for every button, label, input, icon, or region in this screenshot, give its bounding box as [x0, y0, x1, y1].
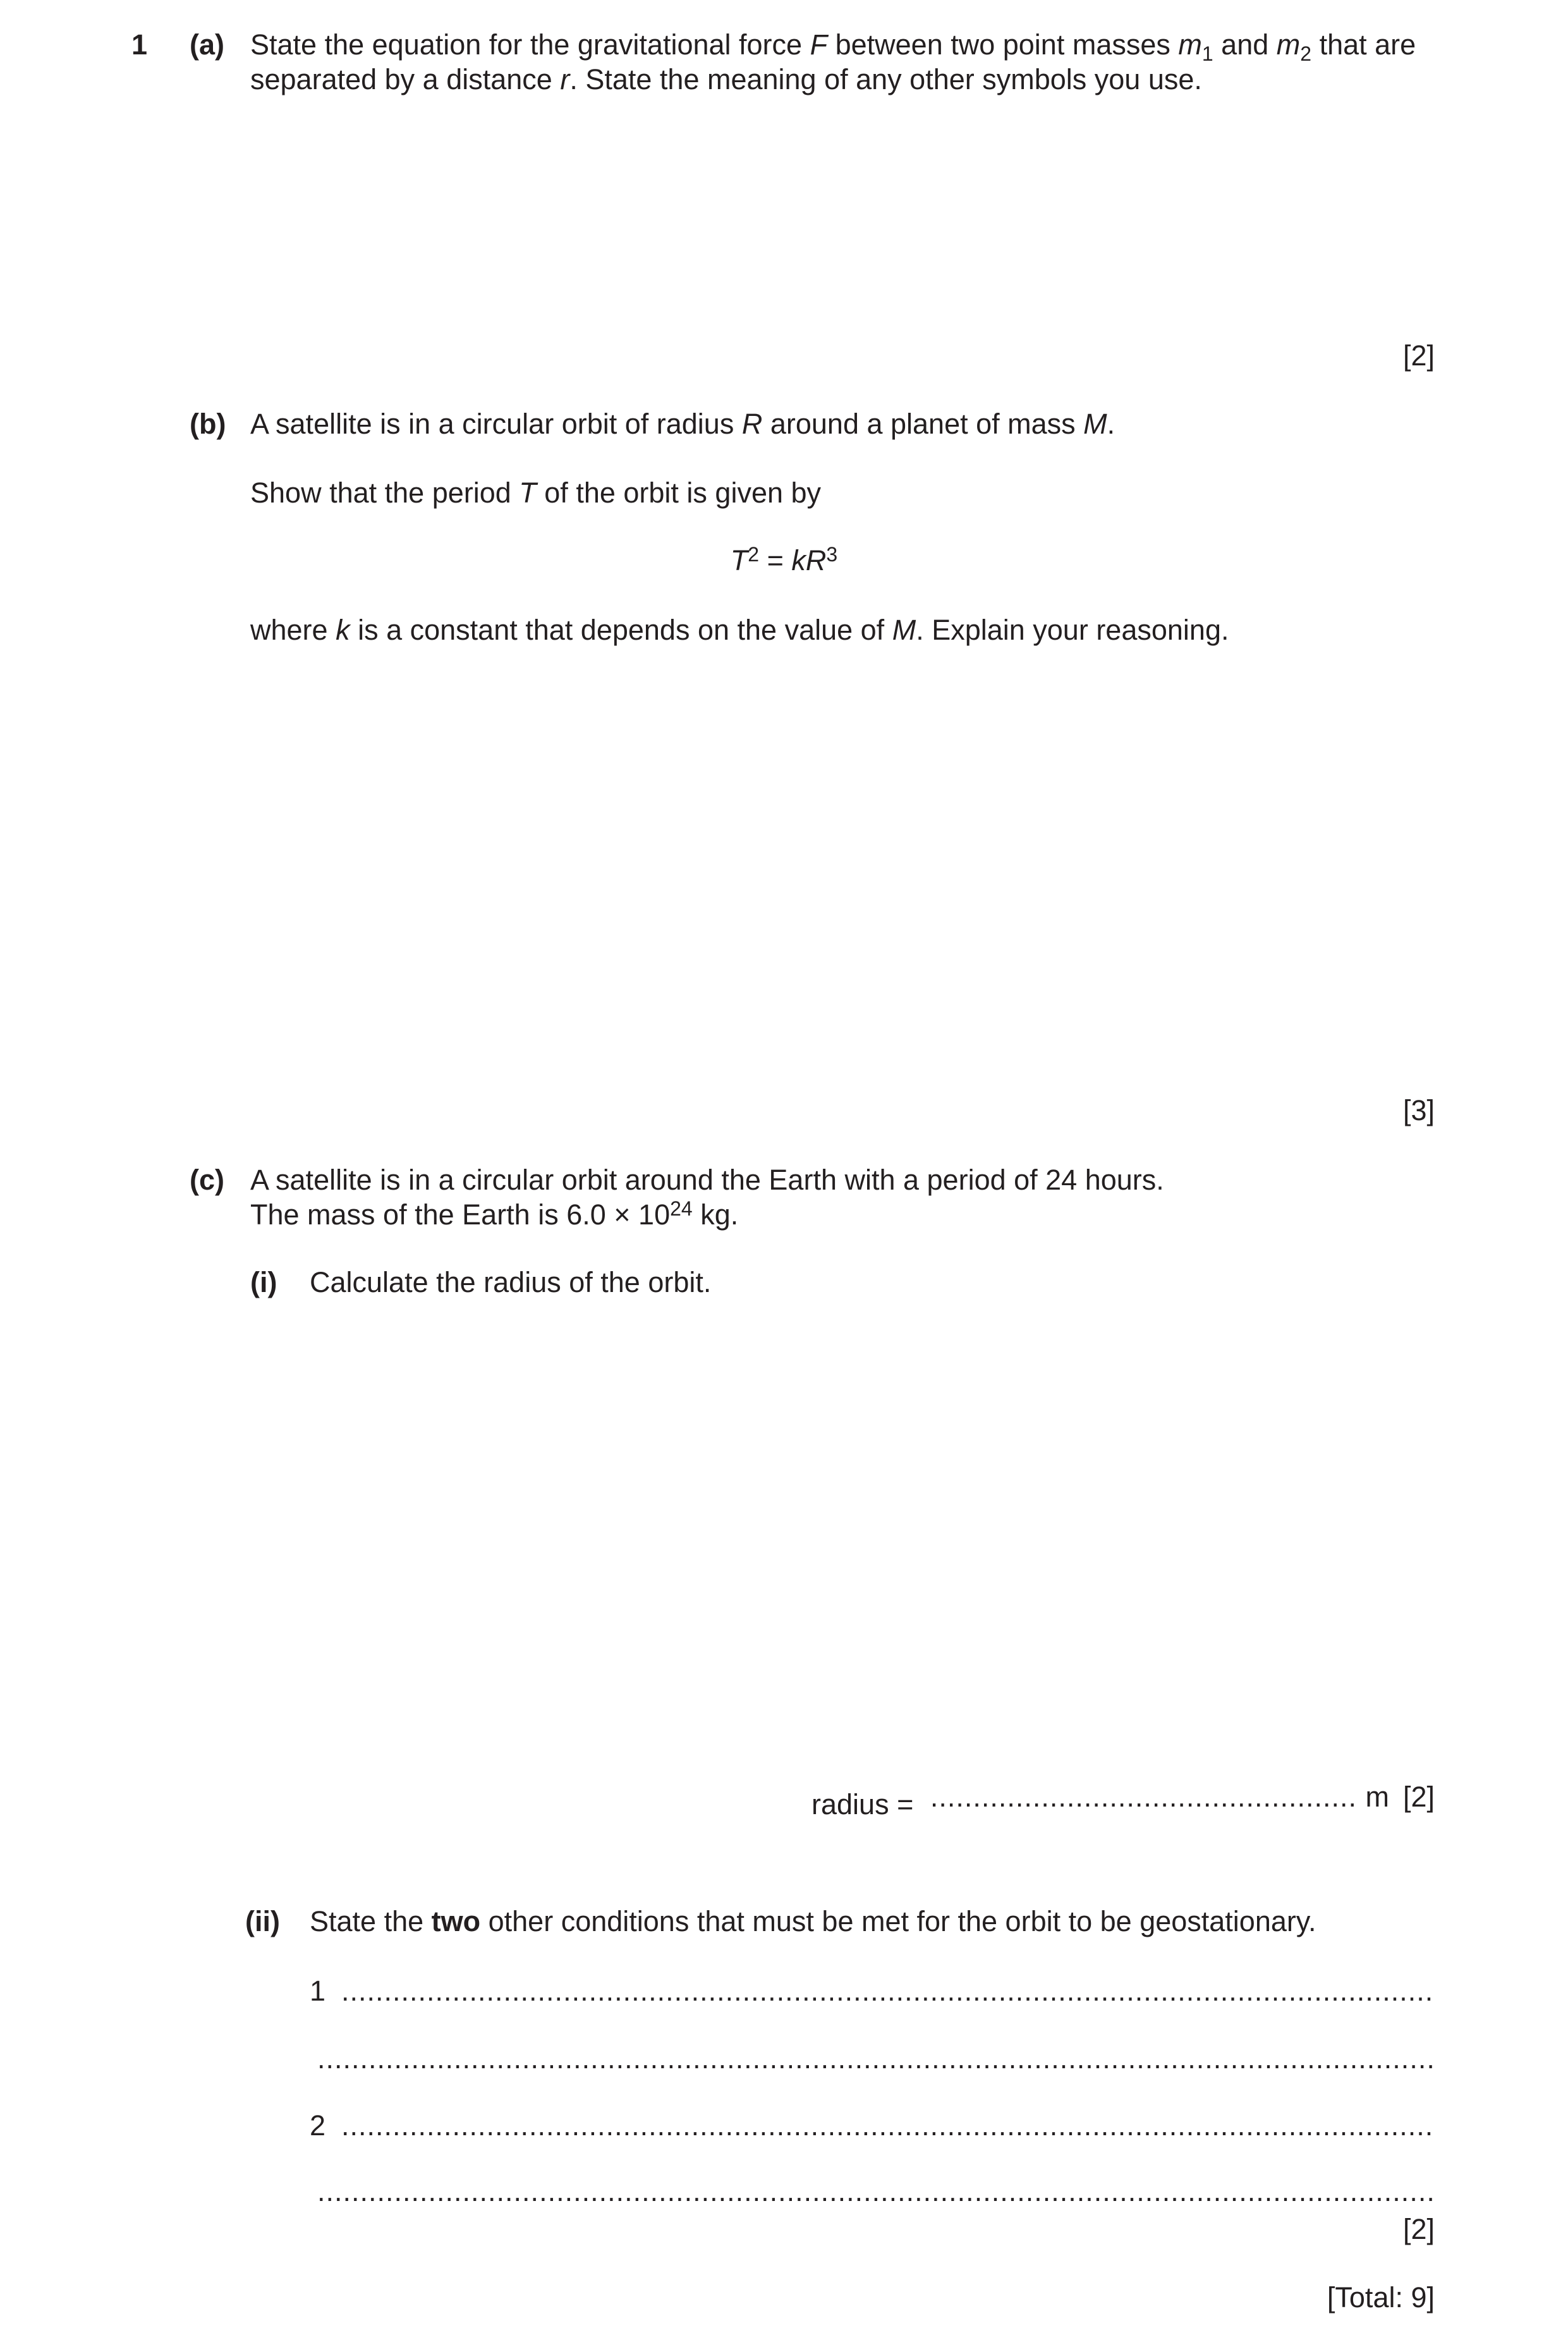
condition-2-number: 2	[310, 2109, 326, 2142]
part-b-label: (b)	[190, 408, 226, 440]
period-equation: $T^2 = kR^3$	[730, 543, 838, 576]
part-b-marks: [3]	[1402, 1094, 1435, 1126]
condition-1-line-a[interactable]	[341, 1974, 1436, 2016]
part-c-i-label: (i)	[250, 1266, 277, 1298]
part-c-line2: The mass of the Earth is $6.0 \times 10^{24}$ kg.	[250, 1197, 739, 1231]
condition-1-line-b[interactable]	[317, 2042, 1436, 2083]
radius-unit: m	[1365, 1781, 1389, 1813]
part-b-line1: A satellite is in a circular orbit of radius R around a planet of mass M.	[250, 408, 1115, 440]
part-a-label: (a)	[190, 28, 224, 61]
question-number: 1	[131, 28, 148, 61]
part-a-line2: separated by a distance r. State the meaning of any other symbols you use.	[250, 63, 1202, 95]
part-a-marks: [2]	[1402, 339, 1435, 372]
part-a-line1: State the equation for the gravitational force F between two point masses $m_1$ and $m_2$ that are	[250, 28, 1416, 65]
condition-2-line-a[interactable]	[341, 2109, 1436, 2150]
condition-1-number: 1	[310, 1975, 326, 2007]
part-c-i-marks: [2]	[1402, 1781, 1435, 1813]
part-c-ii-text: State the two other conditions that must be met for the orbit to be geostationary.	[310, 1905, 1316, 1937]
part-b-line2: Show that the period T of the orbit is given by	[250, 477, 822, 509]
part-b-line3: where k is a constant that depends on the value of M. Explain your reasoning.	[250, 614, 1229, 646]
part-c-i-unit-marks	[1365, 1780, 1435, 1814]
part-c-ii-marks: [2]	[1402, 2213, 1435, 2245]
part-c-i-text: Calculate the radius of the orbit.	[310, 1266, 712, 1298]
part-c-line1: A satellite is in a circular orbit around the Earth with a period of 24 hours.	[250, 1164, 1164, 1196]
part-c-label: (c)	[190, 1164, 224, 1196]
part-c-ii-label: (ii)	[245, 1905, 280, 1937]
condition-2-line-b[interactable]	[317, 2174, 1436, 2216]
radius-answer-field[interactable]	[930, 1780, 1358, 1814]
total-marks: [Total: 9]	[1327, 2281, 1435, 2313]
radius-answer-line: radius = .....	[811, 1780, 1358, 1822]
